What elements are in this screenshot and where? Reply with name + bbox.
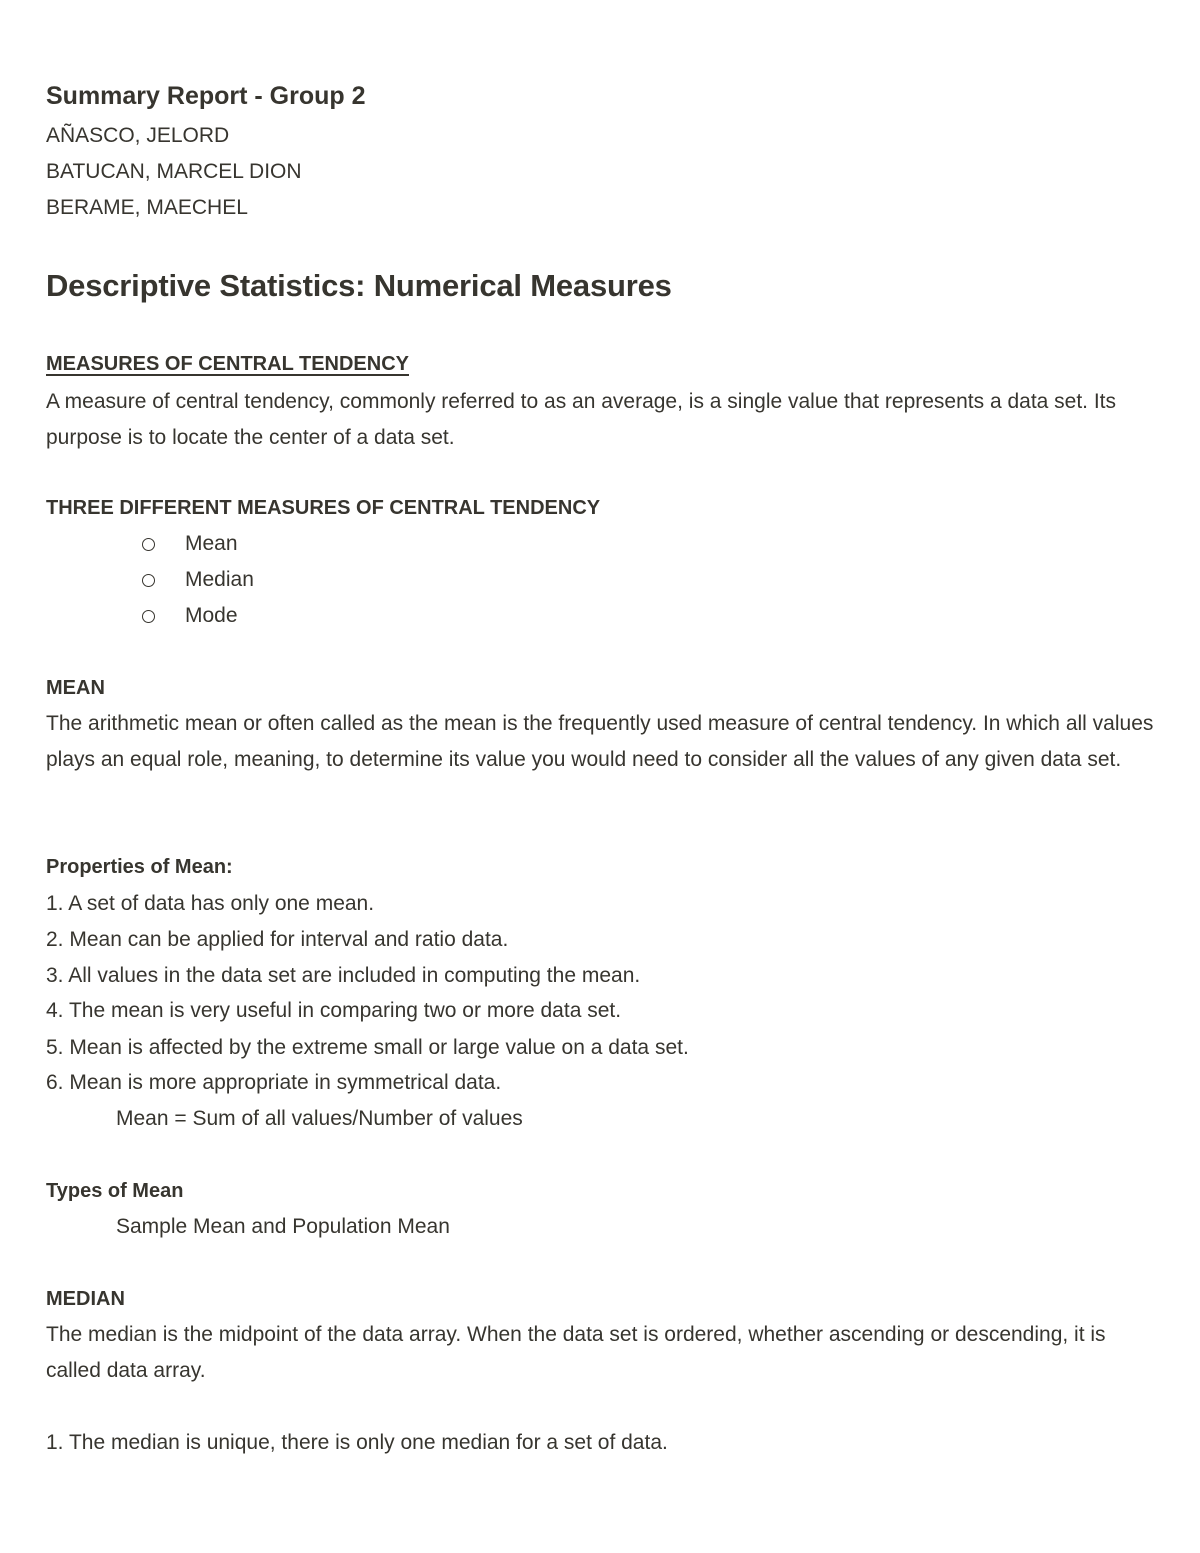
types-of-mean-text: Sample Mean and Population Mean xyxy=(116,1215,450,1238)
mean-property: 4. The mean is very useful in comparing two or more data set. xyxy=(46,999,622,1022)
mean-property: 6. Mean is more appropriate in symmetrical data. xyxy=(46,1071,502,1094)
types-of-mean-heading: Types of Mean xyxy=(46,1180,184,1202)
list-item xyxy=(142,566,254,594)
member-name: BATUCAN, MARCEL DION xyxy=(46,160,302,183)
three-measures-heading: THREE DIFFERENT MEASURES OF CENTRAL TENDENCY xyxy=(46,497,601,519)
mean-property: 5. Mean is affected by the extreme small or large value on a data set. xyxy=(46,1036,689,1059)
mean-property: 1. A set of data has only one mean. xyxy=(46,892,375,915)
member-name: AÑASCO, JELORD xyxy=(46,124,230,147)
mean-paragraph: The arithmetic mean or often called as the mean is the frequently used measure of central tendency. In which all values plays an equal role, meaning, to determine its value you would need to consider all the values of any given data set. xyxy=(46,712,1154,771)
mean-property: 2. Mean can be applied for interval and ratio data. xyxy=(46,928,509,951)
section-heading-central-tendency: MEASURES OF CENTRAL TENDENCY xyxy=(46,353,409,375)
circle-bullet-icon xyxy=(142,538,155,551)
list-item xyxy=(142,530,238,558)
circle-bullet-icon xyxy=(142,610,155,623)
mean-property: 3. All values in the data set are included in computing the mean. xyxy=(46,964,641,987)
report-title: Summary Report - Group 2 xyxy=(46,82,366,110)
mean-properties-heading: Properties of Mean: xyxy=(46,856,233,878)
list-item-label: Median xyxy=(185,568,254,591)
circle-bullet-icon xyxy=(142,574,155,587)
mean-formula: Mean = Sum of all values/Number of values xyxy=(116,1107,523,1130)
median-paragraph: The median is the midpoint of the data array. When the data set is ordered, whether ascending or descending, it is called data array. xyxy=(46,1323,1106,1382)
mean-heading: MEAN xyxy=(46,677,105,699)
median-property: 1. The median is unique, there is only one median for a set of data. xyxy=(46,1431,668,1454)
list-item-label: Mean xyxy=(185,532,238,555)
list-item-label: Mode xyxy=(185,604,238,627)
member-name: BERAME, MAECHEL xyxy=(46,196,248,219)
median-heading: MEDIAN xyxy=(46,1288,125,1310)
central-tendency-paragraph: A measure of central tendency, commonly referred to as an average, is a single value that represents a data set. Its purpose is to locate the center of a data set. xyxy=(46,390,1117,449)
list-item xyxy=(142,602,238,630)
page-title: Descriptive Statistics: Numerical Measures xyxy=(46,268,672,303)
